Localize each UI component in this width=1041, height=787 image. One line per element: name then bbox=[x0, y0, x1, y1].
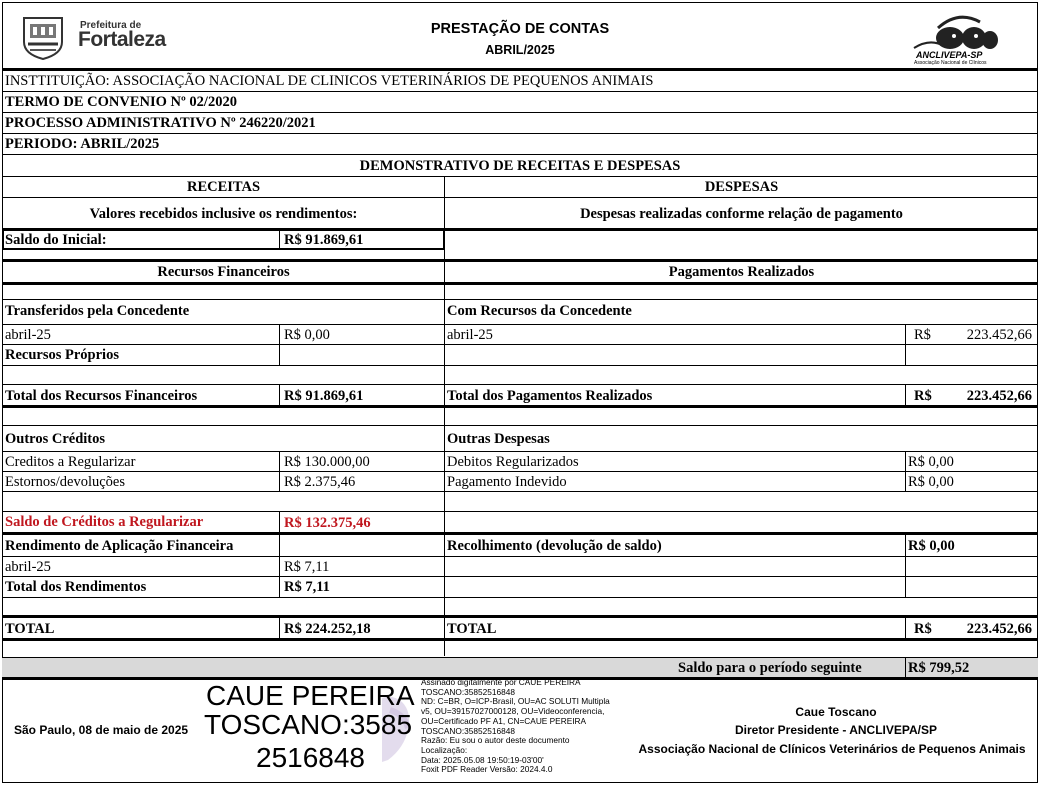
signature-name-line1: CAUE PEREIRA bbox=[206, 680, 415, 711]
recolhimento-value: R$ 0,00 bbox=[908, 538, 955, 554]
pagamentos-header: Pagamentos Realizados bbox=[668, 264, 815, 280]
fortaleza-logo bbox=[18, 14, 178, 60]
digital-line: Localização: bbox=[421, 744, 468, 755]
divider bbox=[279, 617, 280, 639]
divider bbox=[279, 534, 280, 597]
divider bbox=[2, 324, 1038, 325]
grand-total-value: R$ 224.252,18 bbox=[284, 621, 371, 637]
debitos-label: Debitos Regularizados bbox=[447, 454, 579, 470]
estornos-label: Estornos/devoluções bbox=[5, 474, 126, 490]
page-title: PRESTAÇÃO DE CONTAS bbox=[430, 21, 610, 37]
outros-creditos-label: Outros Créditos bbox=[5, 431, 106, 447]
anclivepa-logo bbox=[910, 8, 1006, 66]
saldo-inicial-label: Saldo do Inicial: bbox=[5, 232, 107, 248]
city-crest-icon bbox=[18, 14, 68, 60]
recursos-header: Recursos Financeiros bbox=[157, 264, 290, 280]
estornos-value: R$ 2.375,46 bbox=[284, 474, 356, 490]
divider bbox=[2, 638, 1038, 641]
divider bbox=[905, 657, 906, 677]
divider bbox=[2, 384, 1038, 385]
despesa-month-value: 223.452,66 bbox=[966, 327, 1032, 343]
signer-name: Caue Toscano bbox=[795, 705, 877, 719]
digital-line: Data: 2025.05.08 19:50:19-03'00' bbox=[421, 754, 544, 765]
divider bbox=[905, 617, 906, 639]
digital-line: OU=Certificado PF A1, CN=CAUE PEREIRA bbox=[421, 715, 587, 726]
signature-name-line2: TOSCANO:3585 bbox=[204, 709, 413, 740]
indevido-value: R$ 0,00 bbox=[908, 474, 954, 490]
outras-despesas-label: Outras Despesas bbox=[447, 431, 550, 447]
divider bbox=[2, 282, 1038, 285]
divider bbox=[2, 615, 1038, 618]
column-divider bbox=[444, 176, 445, 656]
total-pagamentos-currency: R$ bbox=[914, 388, 932, 404]
signature-name-line3: 2516848 bbox=[256, 742, 366, 773]
digital-line: ND: C=BR, O=ICP-Brasil, OU=AC SOLUTI Multipla bbox=[421, 696, 610, 707]
rend-month-value: R$ 7,11 bbox=[284, 559, 330, 575]
digital-line: Razão: Eu sou o autor deste documento bbox=[421, 735, 570, 746]
term-text: TERMO DE CONVENIO Nº 02/2020 bbox=[5, 94, 237, 110]
rendimento-label: Rendimento de Aplicação Financeira bbox=[5, 538, 234, 554]
creditos-label: Creditos a Regularizar bbox=[5, 454, 136, 470]
signer-org: Associação Nacional de Clínicos Veterinários de Pequenos Animais bbox=[638, 742, 1026, 756]
creditos-value: R$ 130.000,00 bbox=[284, 454, 370, 470]
divider bbox=[2, 576, 1038, 577]
despesas-header: DESPESAS bbox=[704, 179, 779, 195]
despesa-month-label: abril-25 bbox=[447, 327, 493, 343]
divider bbox=[2, 556, 1038, 557]
digital-line: Assinado digitalmente por CAUE PEREIRA bbox=[421, 677, 581, 687]
place-date: São Paulo, 08 de maio de 2025 bbox=[14, 723, 189, 737]
divider bbox=[2, 344, 1038, 345]
rend-month-label: abril-25 bbox=[5, 559, 51, 575]
despesa-total-value: 223.452,66 bbox=[966, 621, 1032, 637]
divider bbox=[2, 491, 1038, 492]
transferidos-label: Transferidos pela Concedente bbox=[5, 303, 190, 319]
digital-line: Foxit PDF Reader Versão: 2024.4.0 bbox=[421, 764, 553, 775]
logo-small-text: Prefeitura de bbox=[80, 20, 142, 31]
saldo-periodo-label: Saldo para o período seguinte bbox=[678, 660, 862, 676]
total-pagamentos-value: 223.452,66 bbox=[966, 388, 1032, 404]
grand-total-label: TOTAL bbox=[5, 621, 55, 637]
divider bbox=[2, 405, 1038, 408]
total-recursos-label: Total dos Recursos Financeiros bbox=[5, 388, 198, 404]
saldo-creditos-label: Saldo de Créditos a Regularizar bbox=[5, 514, 204, 530]
debitos-value: R$ 0,00 bbox=[908, 454, 954, 470]
divider bbox=[2, 425, 1038, 426]
despesa-total-currency: R$ bbox=[914, 621, 932, 637]
receita-month-label: abril-25 bbox=[5, 327, 51, 343]
receitas-subheader: Valores recebidos inclusive os rendimentos: bbox=[89, 206, 358, 222]
animals-logo-icon bbox=[910, 8, 1006, 54]
demo-title: DEMONSTRATIVO DE RECEITAS E DESPESAS bbox=[359, 158, 681, 174]
digital-signature-details bbox=[421, 678, 610, 775]
divider bbox=[279, 384, 280, 406]
divider bbox=[2, 532, 1038, 535]
proprios-label: Recursos Próprios bbox=[5, 347, 119, 363]
divider bbox=[2, 154, 1038, 155]
divider bbox=[905, 324, 906, 365]
despesa-total-label: TOTAL bbox=[447, 621, 497, 637]
logo-right-sub: Associação Nacional de Clínicos bbox=[914, 60, 987, 66]
logo-big-text: Fortaleza bbox=[78, 28, 166, 51]
digital-line: TOSCANO:35852516848 bbox=[421, 686, 515, 697]
indevido-label: Pagamento Indevido bbox=[447, 474, 567, 490]
total-pagamentos-label: Total dos Pagamentos Realizados bbox=[447, 388, 653, 404]
total-rend-value: R$ 7,11 bbox=[284, 579, 330, 595]
divider bbox=[905, 384, 906, 406]
institution-text: INSTTITUIÇÃO: ASSOCIAÇÃO NACIONAL DE CLINICOS VETERINÁRIOS DE PEQUENOS ANIMAIS bbox=[5, 73, 654, 89]
concedente-label: Com Recursos da Concedente bbox=[447, 303, 632, 319]
divider bbox=[905, 451, 906, 491]
despesas-subheader: Despesas realizadas conforme relação de pagamento bbox=[580, 206, 903, 222]
divider bbox=[905, 534, 906, 597]
divider bbox=[2, 365, 1038, 366]
page-subtitle: ABRIL/2025 bbox=[485, 43, 555, 57]
process-text: PROCESSO ADMINISTRATIVO Nº 246220/2021 bbox=[5, 115, 316, 131]
divider bbox=[2, 657, 1038, 658]
divider bbox=[279, 451, 280, 491]
divider bbox=[279, 511, 280, 533]
saldo-periodo-value: R$ 799,52 bbox=[908, 660, 970, 676]
divider bbox=[279, 230, 280, 250]
saldo-creditos-value: R$ 132.375,46 bbox=[284, 515, 371, 531]
divider bbox=[2, 597, 1038, 598]
divider bbox=[2, 299, 1038, 300]
divider bbox=[279, 324, 280, 365]
receita-month-value: R$ 0,00 bbox=[284, 327, 330, 343]
total-recursos-value: R$ 91.869,61 bbox=[284, 388, 364, 404]
digital-line: TOSCANO:35852516848 bbox=[421, 725, 515, 736]
signer-role: Diretor Presidente - ANCLIVEPA/SP bbox=[734, 723, 938, 737]
despesa-month-currency: R$ bbox=[914, 327, 931, 343]
period-text: PERIODO: ABRIL/2025 bbox=[5, 136, 160, 152]
digital-line: v5, OU=39157027000128, OU=Videoconferencia, bbox=[421, 706, 605, 717]
receitas-header: RECEITAS bbox=[186, 179, 261, 195]
saldo-periodo-row bbox=[2, 657, 1038, 677]
divider bbox=[2, 197, 1038, 198]
logo-right-text: ANCLIVEPA-SP bbox=[916, 50, 983, 60]
saldo-inicial-value: R$ 91.869,61 bbox=[284, 232, 364, 248]
total-rend-label: Total dos Rendimentos bbox=[5, 579, 147, 595]
recolhimento-label: Recolhimento (devolução de saldo) bbox=[447, 538, 662, 554]
